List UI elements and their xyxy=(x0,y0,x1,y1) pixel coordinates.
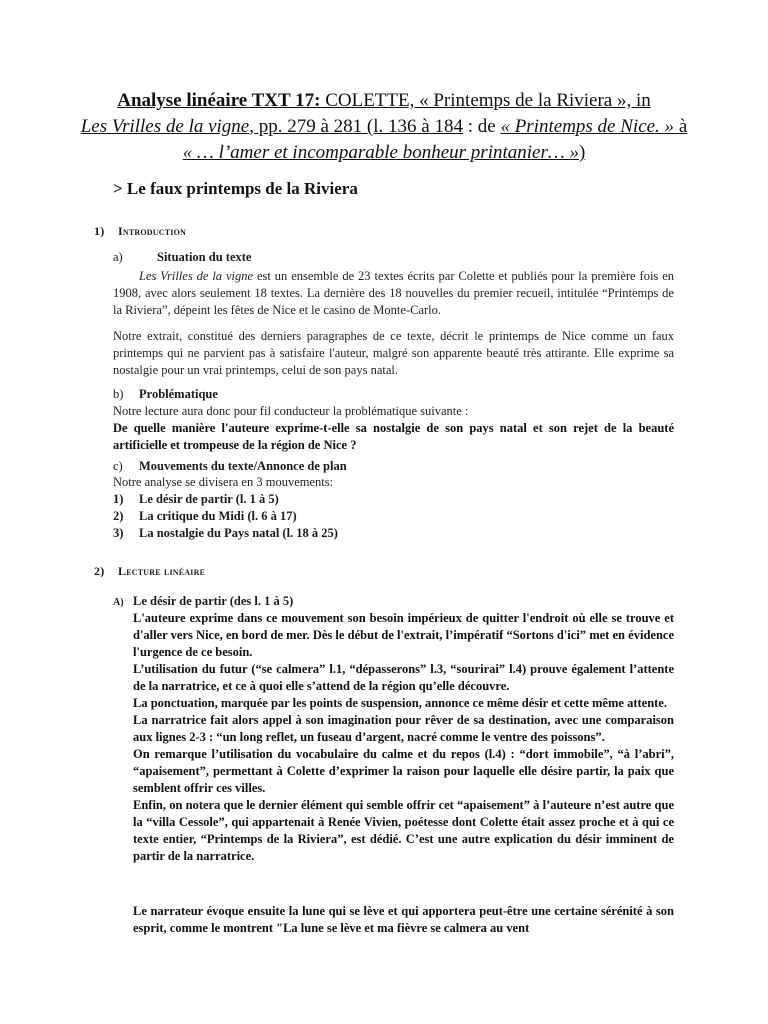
analysis-body xyxy=(133,610,674,865)
analysis-paragraph: La ponctuation, marquée par les points de suspension, annonce ce même désir et cette même attente. xyxy=(133,696,667,710)
mouvements-list xyxy=(113,491,338,542)
document-title xyxy=(60,88,708,166)
problematique-question: De quelle manière l'auteure exprime-t-elle sa nostalgie de son pays natal et son rejet de la beauté artificielle et trompeuse de la région de Nice ? xyxy=(113,421,674,452)
list-item-text: La nostalgie du Pays natal (l. 18 à 25) xyxy=(139,526,338,540)
subheading-letter: b) xyxy=(113,387,124,401)
paragraph-text: est un ensemble de 23 textes écrits par Colette et publiés pour la première fois en 1908, avec alors seulement 18 textes. La dernière des 18 nouvelles du premier recueil, intitulée “Printemps de la Riviera”, dépeint les fêtes de Nice et le casino de Monte-Carlo. xyxy=(113,269,674,317)
analysis-paragraph: Enfin, on notera que le dernier élément qui semble offrir cet “apaisement” à l’auteure n’est autre que la “villa Cessole”, qui appartenait à Renée Vivien, poétesse dont Colette était assez proche et à qui ce texte entier, “Printemps de la Riviera”, est dédié. C’est une autre explication du désir imminent de partir de la narratrice. xyxy=(133,798,674,863)
title-pages: , pp. 279 à 281 (l. 136 à 184 xyxy=(249,116,463,137)
heading-lecture-lineaire xyxy=(94,564,205,579)
list-item-number: 1) xyxy=(113,492,124,506)
situation-paragraph-2: Notre extrait, constitué des derniers paragraphes de ce texte, décrit le printemps de Nice comme un faux printemps qui ne parvient pas à satisfaire l'auteur, malgré son apparente beauté très attirante. Elle exprime sa nostalgie pour un vrai printemps, celui de son pays natal. xyxy=(113,329,674,377)
list-item-text: Le désir de partir (l. 1 à 5) xyxy=(139,492,279,506)
list-item xyxy=(113,491,338,508)
analysis-paragraph: La narratrice fait alors appel à son imagination pour rêver de sa destination, avec une comparaison aux lignes 2-3 : “un long reflet, un fuseau d’argent, nacré comme le ventre des poissons”. xyxy=(133,713,674,744)
title-end-quote: « … l’amer et incomparable bonheur printanier… » xyxy=(182,142,579,163)
subheading-letter: a) xyxy=(113,250,123,264)
subheading-label: Mouvements du texte/Annonce de plan xyxy=(139,459,347,473)
problematique-intro: Notre lecture aura donc pour fil conducteur la problématique suivante : xyxy=(113,404,469,418)
heading-label: Lecture linéaire xyxy=(118,564,206,578)
list-item-text: La critique du Midi (l. 6 à 17) xyxy=(139,509,297,523)
subheading-letter: c) xyxy=(113,459,123,473)
heading-introduction xyxy=(94,224,186,239)
title-close: ) xyxy=(579,142,586,163)
book-title-ref: Les Vrilles de la vigne xyxy=(139,269,254,283)
subheading-label: Situation du texte xyxy=(157,250,252,264)
subheading-letter: A) xyxy=(113,597,124,608)
subheading-label: Problématique xyxy=(139,387,218,401)
subheading-situation xyxy=(113,250,251,265)
list-item-number: 2) xyxy=(113,509,124,523)
analysis-paragraph: On remarque l’utilisation du vocabulaire du calme et du repos (l.4) : “dort immobile”, “à l’abri”, “apaisement”, permettant à Colette d’exprimer la raison pour laquelle elle désire partir, la paix que semblent offrir ces villes. xyxy=(133,747,674,795)
subheading-desir xyxy=(113,594,293,609)
list-item xyxy=(113,508,338,525)
subheading-problematique xyxy=(113,387,218,402)
title-to: à xyxy=(674,116,688,137)
subheading-mouvements xyxy=(113,459,347,474)
title-prefix: Analyse linéaire TXT 17: xyxy=(117,90,321,111)
subheading-label: Le désir de partir (des l. 1 à 5) xyxy=(133,594,294,608)
heading-number: 2) xyxy=(94,564,105,578)
title-start-quote: « Printemps de Nice. » xyxy=(500,116,675,137)
title-book: Les Vrilles de la vigne xyxy=(80,116,250,137)
list-item-number: 3) xyxy=(113,526,124,540)
list-item xyxy=(113,525,338,542)
analysis-paragraph: L’utilisation du futur (“se calmera” l.1, “dépasserons” l.3, “sourirai” l.4) prouve également l’attente de la narratrice, et ce à quoi elle s’attend de la région qu’elle découvre. xyxy=(133,662,674,693)
heading-number: 1) xyxy=(94,224,105,238)
title-author-work: COLETTE, « Printemps de la Riviera », in xyxy=(320,90,651,111)
section-subtitle: > Le faux printemps de la Riviera xyxy=(113,179,358,198)
analysis-paragraph: L'auteure exprime dans ce mouvement son besoin impérieux de quitter l'endroit où elle se trouve et d'aller vers Nice, en bord de mer. Dès le début de l'extrait, l’impératif “Sortons d'ici” met en évidence l'urgence de ce besoin. xyxy=(133,611,674,659)
heading-label: Introduction xyxy=(118,224,186,238)
situation-paragraph-1 xyxy=(113,268,674,319)
mouvements-intro: Notre analyse se divisera en 3 mouvements: xyxy=(113,475,334,489)
title-separator: : de xyxy=(462,116,501,137)
analysis-paragraph-last: Le narrateur évoque ensuite la lune qui se lève et qui apportera peut-être une certaine sérénité à son esprit, comme le montrent "La lune se lève et ma fièvre se calmera au vent xyxy=(133,904,674,935)
